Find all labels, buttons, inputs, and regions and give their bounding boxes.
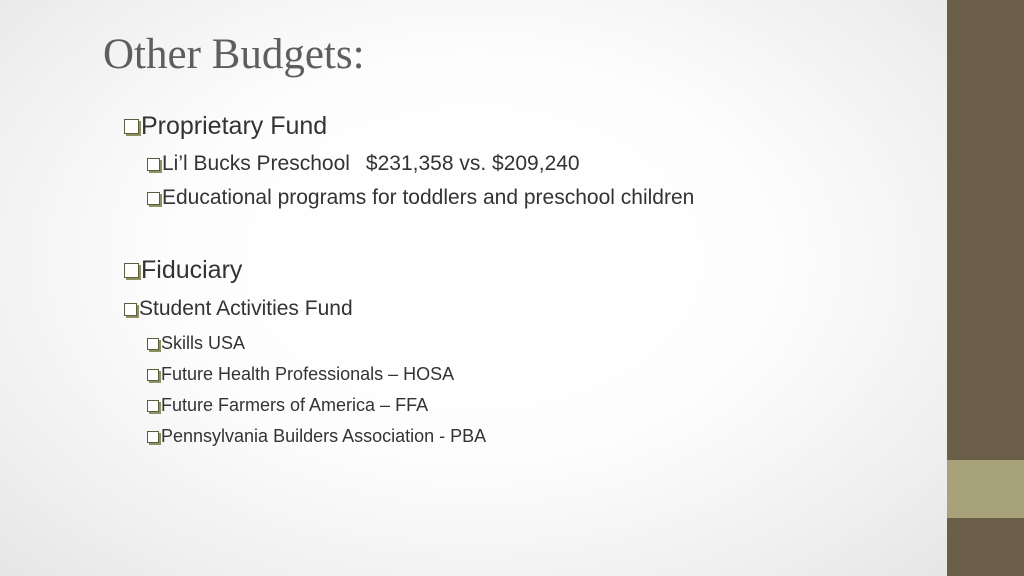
bullet-text: Educational programs for toddlers and preschool children xyxy=(162,186,695,209)
bullet-student-activities-fund xyxy=(124,297,353,321)
slide-title: Other Budgets: xyxy=(103,31,365,78)
decorative-side-accent xyxy=(947,460,1024,518)
bullet-text: Student Activities Fund xyxy=(139,297,353,320)
bullet-skills-usa xyxy=(147,333,245,354)
bullet-text: Future Health Professionals – HOSA xyxy=(161,364,455,384)
budget-comparison-amount: $231,358 vs. $209,240 xyxy=(365,152,580,175)
checkbox-bullet-icon xyxy=(147,338,159,350)
bullet-proprietary-fund xyxy=(124,112,327,141)
bullet-lil-bucks-preschool xyxy=(147,152,580,176)
bullet-ffa xyxy=(147,395,428,416)
checkbox-bullet-icon xyxy=(124,263,139,278)
checkbox-bullet-icon xyxy=(147,400,159,412)
checkbox-bullet-icon xyxy=(147,158,160,171)
bullet-educational-programs xyxy=(147,186,694,210)
bullet-fiduciary xyxy=(124,256,242,285)
checkbox-bullet-icon xyxy=(147,192,160,205)
bullet-text: Fiduciary xyxy=(141,256,243,284)
bullet-text: Proprietary Fund xyxy=(141,112,328,140)
checkbox-bullet-icon xyxy=(124,303,137,316)
bullet-text: Future Farmers of America – FFA xyxy=(161,395,429,415)
bullet-text: Skills USA xyxy=(161,333,246,353)
bullet-hosa xyxy=(147,364,454,385)
bullet-pba xyxy=(147,426,486,447)
checkbox-bullet-icon xyxy=(147,431,159,443)
checkbox-bullet-icon xyxy=(147,369,159,381)
checkbox-bullet-icon xyxy=(124,119,139,134)
bullet-text: Li’l Bucks Preschool xyxy=(162,152,350,175)
bullet-text: Pennsylvania Builders Association - PBA xyxy=(161,426,487,446)
